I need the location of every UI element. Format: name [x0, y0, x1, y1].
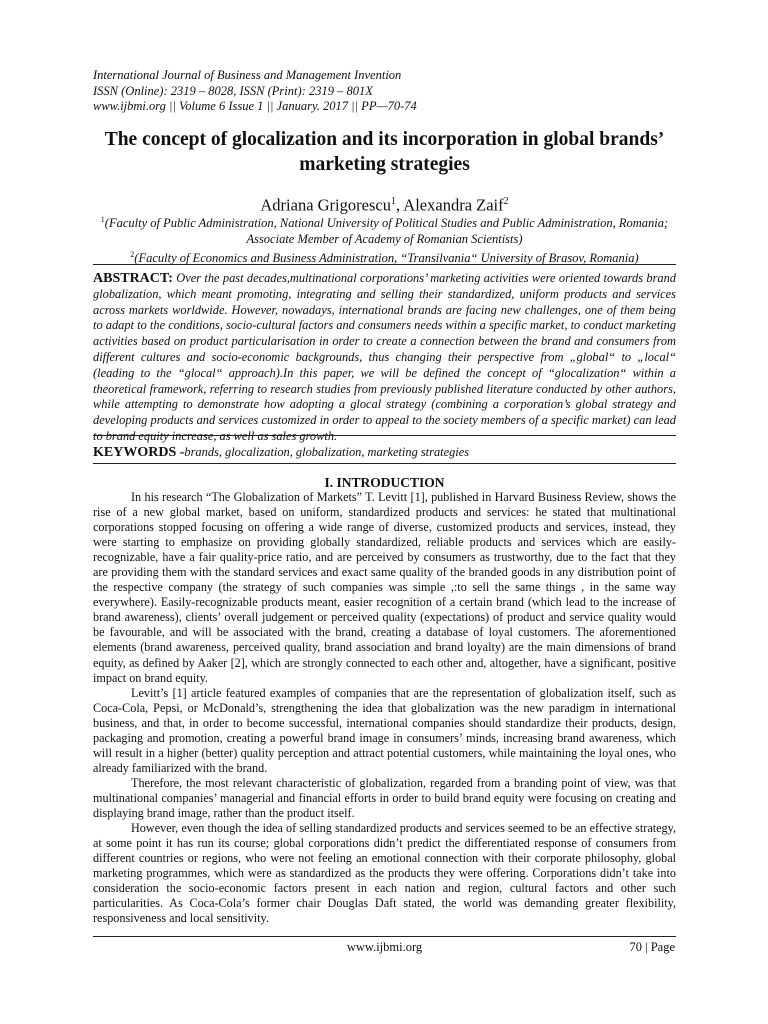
author-name: Adriana Grigorescu	[260, 195, 391, 215]
keywords-bottom-rule	[93, 463, 676, 464]
keywords-text: brands, glocalization, globalization, marketing strategies	[184, 445, 470, 459]
author-affil-marker: 2	[503, 196, 509, 207]
abstract-text: Over the past decades,multinational corporations’ marketing activities were oriented towards brand globalization, which meant promoting, integrating and selling their standardized, uniform products and services across markets worldwide. However, nowadays, international brands are facing new challenges, one of them being to adapt to the conditions, socio-cultural factors and consumers needs within a specific market, to conduct marketing activities based on product particularisation in order to create a connection between the brand and consumers from different cultures and socio-economic backgrounds, thus changing their perspective from „global“ to „local“ (leading to the “glocal“ approach).In this paper, we will be defined the concept of “glocalization“ within a theoretical framework, referring to research studies from previously published literature conducted by other authors, while attempting to demonstrate how adopting a glocal strategy (combining a corporation’s global strategy and developing products and services customized in order to appeal to the society members of a specific market) can lead to brand equity increase, as well as sales growth.	[93, 271, 676, 443]
footer-url: www.ijbmi.org	[346, 940, 423, 954]
journal-issn: ISSN (Online): 2319 – 8028, ISSN (Print): 2319 – 801X	[93, 83, 373, 98]
abstract-top-rule	[93, 264, 676, 265]
author-affil-marker: 1	[390, 196, 396, 207]
abstract-label: ABSTRACT:	[93, 271, 173, 286]
article-title: The concept of glocalization and its incorporation in global brands’ marketing strategies	[104, 129, 665, 175]
footer-page-number: 70 | Page	[629, 940, 675, 954]
affiliation-1	[93, 212, 676, 247]
footer-rule	[93, 936, 676, 937]
section-heading-introduction: I. INTRODUCTION	[324, 475, 445, 490]
journal-name: International Journal of Business and Management Invention	[93, 68, 402, 82]
affiliation-marker: 2	[130, 250, 135, 260]
affiliation-marker: 1	[100, 215, 105, 224]
journal-issue-line: www.ijbmi.org || Volume 6 Issue 1 || January. 2017 || PP—70-74	[93, 99, 417, 113]
author-separator: ,	[395, 195, 404, 215]
author-name: Alexandra Zaif	[403, 195, 504, 215]
journal-header	[93, 68, 693, 115]
body-paragraph: However, even though the idea of selling standardized products and services seemed to be an effective strategy, at some point it has run its course; global corporations didn’t predict the differentiated response of consumers from different countries or regions, who were not feeling an emotional connection with their corporate philosophy, global marketing programmes, which were as standardized as the products they were offering. Corporations didn’t take into consideration the socio-economic factors present in each nation and region, cultural factors and other such particularities. As Coca-Cola’s former chair Douglas Daft stated, the world was demanding greater flexibility, responsiveness and local sensitivity.	[93, 821, 676, 926]
affiliations	[93, 212, 676, 267]
affiliation-text: (Faculty of Public Administration, National University of Political Studies and Public Administration, Romania; Associate Member of Academy of Romanian Scientists)	[104, 216, 669, 246]
abstract	[93, 271, 676, 445]
affiliation-text: (Faculty of Economics and Business Administration, “Transilvania“ University of Brasov, Romania)	[134, 251, 639, 266]
keywords-label: KEYWORDS -	[93, 445, 185, 460]
keywords	[93, 444, 676, 461]
body-paragraph: Therefore, the most relevant characteristic of globalization, regarded from a branding point of view, was that multinational companies’ managerial and financial efforts in order to build brand equity were focusing on creating and displaying brand image, rather than the product itself.	[93, 775, 676, 820]
body-paragraph: In his research “The Globalization of Markets” T. Levitt [1], published in Harvard Business Review, shows the rise of a new global market, based on uniform, standardized products and services: he stated that multinational corporations stopped focusing on offering a wide range of diverse, customized products and services, instead, they were starting to emphasize on providing globally standardized, reliable products and services which are easily-recognizable, have a fair quality-price ratio, and are perceived by consumers as trustworthy, due to the fact that they are providing them with the standard services and exact same quality of the branded goods in any distribution point of the respective company (the strategy of such companies was simple ,:to sell the same things , in the same way everywhere). Easily-recognizable products meant, easier recognition of a certain brand (which lead to the increase of brand awareness), clients’ overall judgement or perceived quality (expectations) of product and service quality would be favourable, and will be associated with the brand, creating a database of loyal customers. The aforementioned elements (brand awareness, perceived quality, brand association and brand loyalty) are the main dimensions of brand equity, as defined by Aaker [2], which are strongly connected to each other and, altogether, have a significant, positive impact on brand equity.	[93, 490, 676, 685]
introduction-body	[93, 490, 676, 926]
body-paragraph: Levitt’s [1] article featured examples of companies that are the representation of globalization itself, such as Coca-Cola, Pepsi, or McDonald’s, strengthening the idea that globalization was the new paradigm in international business, and that, in order to become successful, international companies should standardize their products, design, packaging and promotion, creating a powerful brand image in consumers’ minds, increasing brand awareness, which will result in a higher (better) quality perception and attract potential customers, while maintaining the loyal ones, who already familiarized with the brand.	[93, 685, 676, 775]
abstract-bottom-rule	[93, 435, 676, 436]
